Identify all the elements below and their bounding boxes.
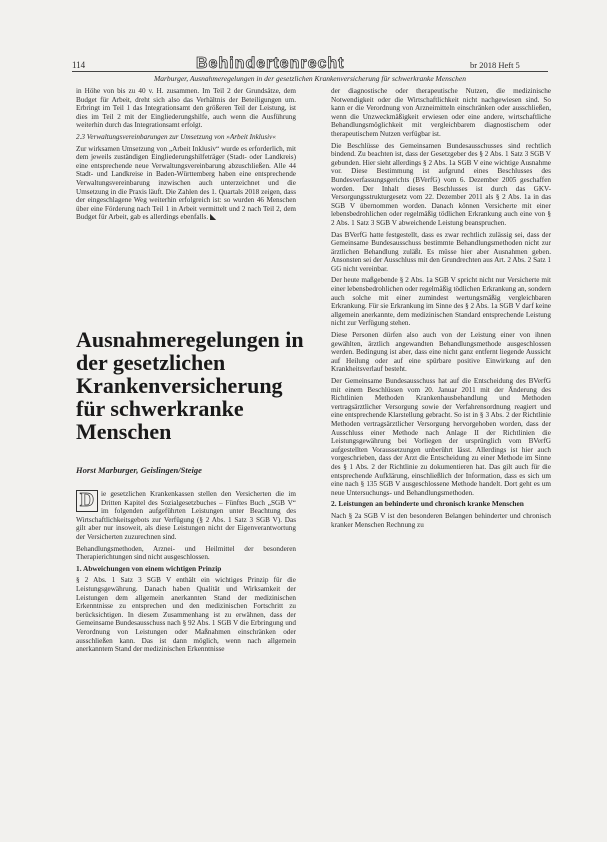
article-byline: Horst Marburger, Geislingen/Steige xyxy=(76,465,202,475)
paragraph: Der heute maßgebende § 2 Abs. 1a SGB V spricht nicht nur Versicherte mit einer lebensbedrohlichen oder regelmäßig tödlichen Erkrankung an, sondern auch solche mit einer zumindest wertungsmäßig vergleichbaren Erkrankung. Für sie Erkrankung im Sinne des § 2 Abs. 1a SGB V darf keine allgemein anerkannte, dem medizinischen Standard entsprechende Leistung nicht zur Verfügung stehen. xyxy=(331,276,551,328)
paragraph: Diese Personen dürfen also auch von der Leistung einer von ihnen gewählten, ärztlich angewandten Behandlungsmethode ausgeschlossen werden. Bedingung ist aber, dass eine nicht ganz entfernt liegende Aussicht auf Heilung oder auf eine spürbare positive Einwirkung auf den Krankheitsverlauf besteht. xyxy=(331,331,551,374)
paragraph: der diagnostische oder therapeutische Nutzen, die medizinische Notwendigkeit oder die Wirtschaftlichkeit nicht nachgewiesen sind. So kann er die Verordnung von Arzneimitteln einschränken oder ausschließen, wenn die Unzweckmäßigkeit erwiesen oder eine andere, wirtschaftliche Behandlungsmöglichkeit mit vergleichbarem diagnostischem oder therapeutischem Nutzen verfügbar ist. xyxy=(331,87,551,138)
article-title: Ausnahmeregelungen in der gesetzlichen Krankenversicherung für schwerkranke Menschen xyxy=(76,327,304,444)
paragraph: Nach § 2a SGB V ist den besonderen Belangen behinderter und chronisch kranker Menschen Rechnung zu xyxy=(331,511,551,529)
paragraph xyxy=(76,145,296,222)
journal-logo: Behindertenrecht xyxy=(196,55,345,72)
paragraph: Behandlungsmethoden, Arznei- und Heilmittel der besonderen Therapierichtungen sind nicht ausgeschlossen. xyxy=(76,544,296,562)
end-mark-icon: ◣ xyxy=(209,212,217,222)
page-number: 114 xyxy=(72,60,86,70)
left-column-top xyxy=(76,87,296,225)
paragraph: Der Gemeinsame Bundesausschuss hat auf die Entscheidung des BVerfG mit einem Beschlüssen vom 20. Januar 2011 mit der Änderung des Richtlinien Methoden Krankenhausbehandlung und Methoden vertragsärztlicher Versorgung sowie der Verfahrensordnung reagiert und eine entsprechende Klarstellung gebracht. So ist in § 3 Abs. 2 der Richtlinie Methoden vertragsärztlicher Versorgung hervorgehoben worden, dass der Ausschluss einer Methode nach Anlage II der Richtlinien die Leistungsgewährung bei Vorliegen der ursprünglich vom BVerfG aufgestellten Voraussetzungen unberührt lässt. Allerdings ist hier auch vorgeschrieben, dass der Arzt die Entscheidung zu einer Methode im Sinne des § 1 Abs. 2 der Richtlinie zu dokumentieren hat. Das gilt auch für die entsprechende Aufklärung, einschließlich der Information, dass es sich um eine nach § 135 SGB V ausgeschlossene Methode handelt. Dort geht es um neue Untersuchungs- und Behandlungsmethoden. xyxy=(331,377,551,497)
drop-cap: D xyxy=(76,490,98,512)
paragraph: Die Beschlüsse des Gemeinsamen Bundesausschusses sind rechtlich bindend. Zu beachten ist, dass der Gesetzgeber des § 2 Abs. 1 Satz 3 SGB V gebunden. Hier sieht allerdings § 2 Abs. 1a SGB V eine wichtige Ausnahme vor. Diese Bestimmung ist aufgrund eines Beschlusses des Bundesverfassungsgerichts (BVerfG) vom 6. Dezember 2005 geschaffen worden. Der Inhalt dieses Beschlusses ist durch das GKV-Versorgungsstrukturgesetz vom 22. Dezember 2011 als § 2 Abs. 1a in das SGB V übernommen worden. Danach können Versicherte mit einer lebensbedrohlichen oder regelmäßig tödlichen Erkrankung auch eine von § 2 Abs. 1 Satz 3 SGB V abweichende Leistung beanspruchen. xyxy=(331,141,551,227)
issue-label: br 2018 Heft 5 xyxy=(470,60,520,70)
paragraph: § 2 Abs. 1 Satz 3 SGB V enthält ein wichtiges Prinzip für die Leistungsgewährung. Danach haben Qualität und Wirksamkeit der Leistungen dem allgemein anerkannten Stand der medizinischen Erkenntnisse zu entsprechen und den medizinischen Fortschritt zu berücksichtigen. In diesem Zusammenhang ist zu erwähnen, dass der Gemeinsame Bundesausschuss nach § 92 Abs. 1 SGB V die Erbringung und Verordnung von Leistungen oder Maßnahmen einschränken oder ausschließen kann. Das ist dann möglich, wenn nach allgemein anerkanntem Stand der medizinischen Erkenntnisse xyxy=(76,576,296,654)
intro-text: ie gesetzlichen Krankenkassen stellen den Versicherten die im Dritten Kapitel des Sozialgesetzbuches – Fünftes Buch „SGB V“ im folgenden aufgeführten Leistungen unter Beachtung des Wirtschaftlichkeitsgebots zur Verfügung (§ 2 Abs. 1 Satz 3 SGB V). Das gilt aber nur insoweit, als diese Leistungen nicht der Eigenverantwortung der Versicherten zuzurechnen sind. xyxy=(76,490,296,541)
subheading: 2.3 Verwaltungsvereinbarungen zur Umsetzung von »Arbeit Inklusiv« xyxy=(76,132,276,141)
running-title: Marburger, Ausnahmeregelungen in der gesetzlichen Krankenversicherung für schwerkranke Menschen xyxy=(154,74,466,83)
section-heading: 1. Abweichungen von einem wichtigen Prinzip xyxy=(76,563,222,573)
left-column-bottom xyxy=(76,490,296,657)
intro-paragraph xyxy=(76,490,296,542)
paragraph: in Höhe von bis zu 40 v. H. zusammen. Im Teil 2 der Grundsätze, dem Budget für Arbeit, dreht sich also das Verhältnis der Beteiligungen um. Erbringt im Teil 1 das Integrationsamt den größeren Teil der Leistung, ist dies im Teil 2 mit der Eingliederungshilfe, auch wenn die Ausführung weiterhin durch das Integrationsamt erfolgt. xyxy=(76,87,296,130)
header-rule xyxy=(72,71,548,72)
right-column xyxy=(331,87,551,532)
paragraph-text: Zur wirksamen Umsetzung von „Arbeit Inklusiv“ wurde es erforderlich, mit dem jeweils zuständigen Eingliederungshilfeträger (Stadt- oder Landkreis) eine entsprechende neue Verwaltungsvereinbarung abzuschließen. Alle 44 Stadt- und Landkreise in Baden-Württemberg haben eine entsprechende Verwaltungsvereinbarung inzwischen auch unterzeichnet und die Umsetzung in die Praxis läuft. Die Zahlen des 1. Quartals 2018 zeigen, dass der eingeschlagene Weg weiterhin erfolgreich ist: so wurden 46 Menschen über eine Förderung nach Teil 1 in Arbeit vermittelt und 2 nach Teil 2, dem Budget für Arbeit, gab es allerdings ebenfalls. xyxy=(76,144,296,222)
section-heading: 2. Leistungen an behinderte und chronisch kranke Menschen xyxy=(331,499,524,509)
paragraph: Das BVerfG hatte festgestellt, dass es zwar rechtlich zulässig sei, dass der Gemeinsame Bundesausschuss bestimmte Behandlungsmethoden nicht zur ärztlichen Behandlung zuläßt. Es müsse hier aber Ausnahmen geben. Ansonsten sei der Ausschluss mit den Grundrechten aus Art. 2 Abs. 2 Satz 1 GG nicht vereinbar. xyxy=(331,230,551,273)
